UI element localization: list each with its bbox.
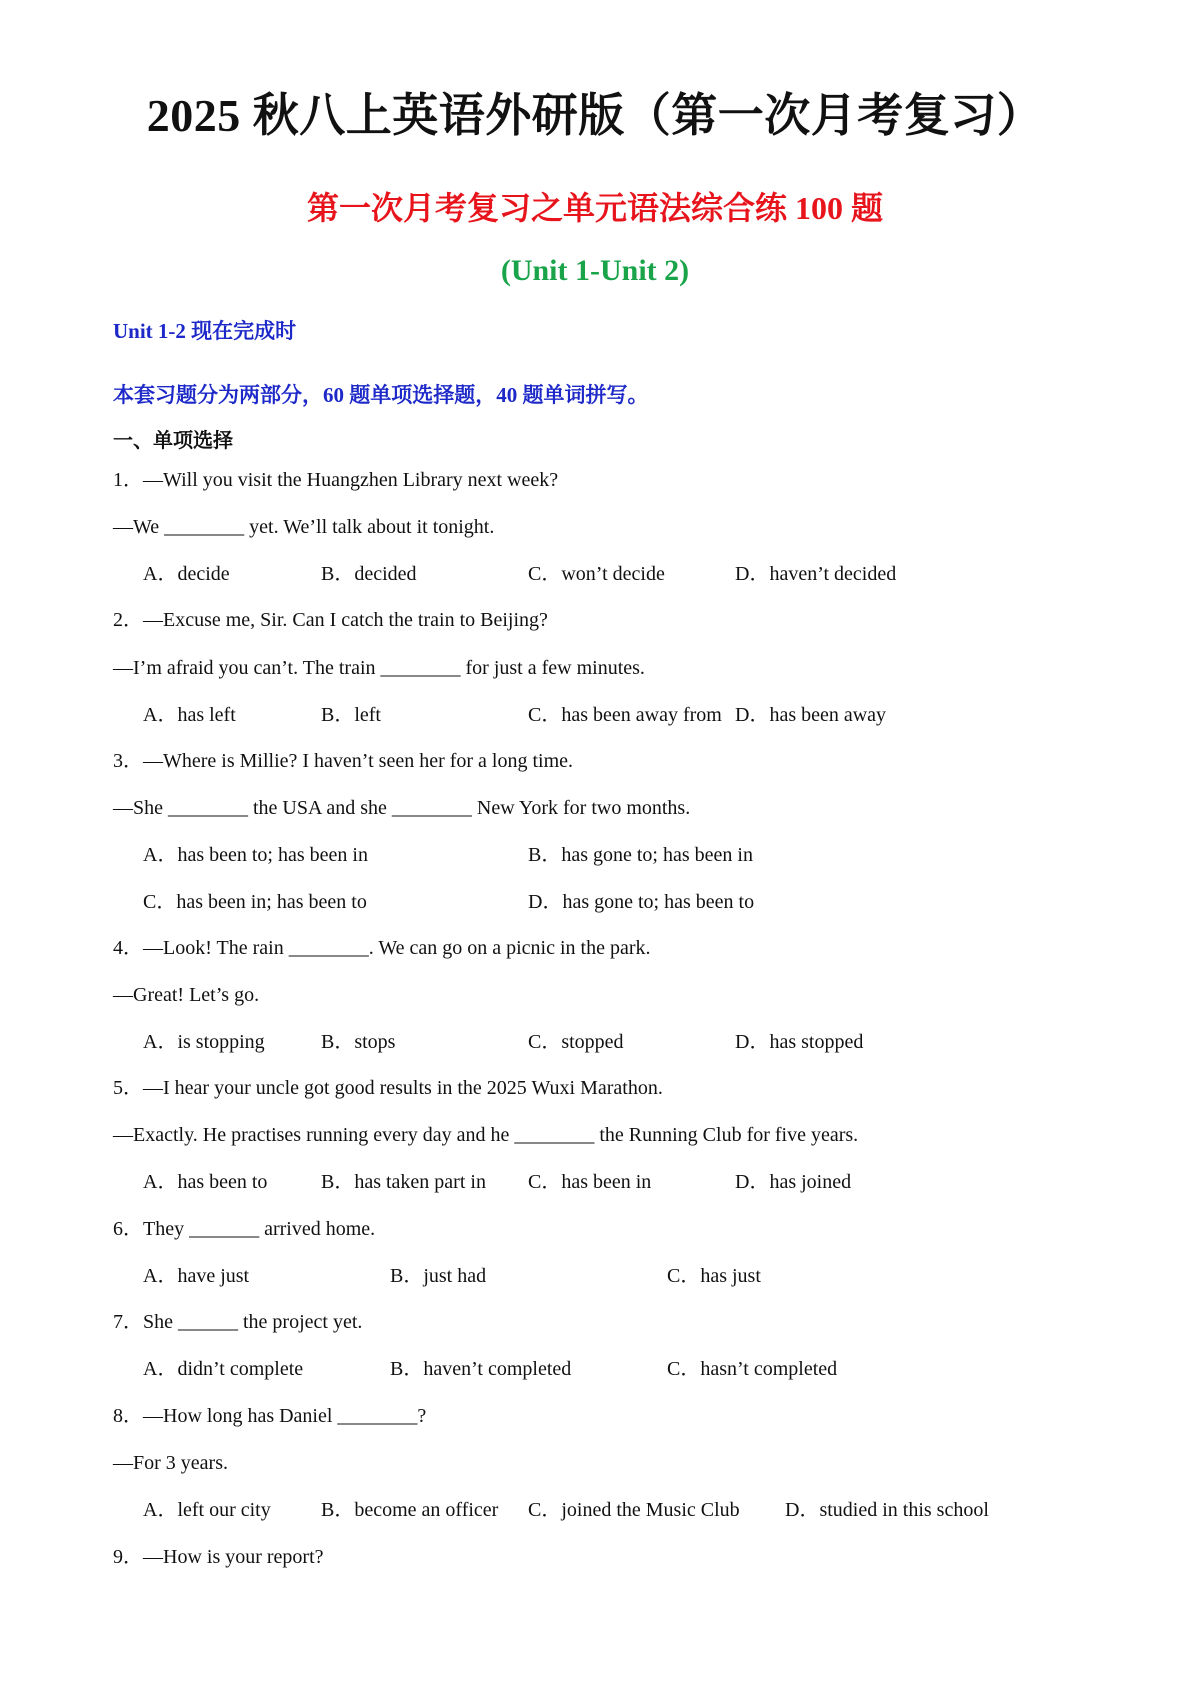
option-d[interactable]: D．studied in this school xyxy=(785,1499,989,1521)
option-c[interactable]: C．stopped xyxy=(528,1031,624,1053)
option-b[interactable]: B．has gone to; has been in xyxy=(528,844,753,866)
question-stem: 7．She ______ the project yet. xyxy=(113,1311,363,1333)
option-a[interactable]: A．didn’t complete xyxy=(143,1358,304,1380)
option-b[interactable]: B．become an officer xyxy=(321,1499,499,1521)
option-d[interactable]: D．has stopped xyxy=(735,1031,864,1053)
question-response: —Great! Let’s go. xyxy=(113,984,260,1006)
option-d[interactable]: D．has been away xyxy=(735,704,887,726)
option-c[interactable]: C．hasn’t completed xyxy=(667,1358,838,1380)
section-intro: 本套习题分为两部分，60 题单项选择题，40 题单词拼写。 xyxy=(113,383,649,407)
question-stem: 1．—Will you visit the Huangzhen Library next week? xyxy=(113,469,559,491)
option-b[interactable]: B．decided xyxy=(321,563,417,585)
option-a[interactable]: A．have just xyxy=(143,1265,250,1287)
unit-range: (Unit 1-Unit 2) xyxy=(500,254,690,287)
question-stem: 3．—Where is Millie? I haven’t seen her for a long time. xyxy=(113,750,574,772)
question-response: —We ________ yet. We’ll talk about it tonight. xyxy=(113,516,495,538)
option-b[interactable]: B．haven’t completed xyxy=(390,1358,572,1380)
option-d[interactable]: D．has gone to; has been to xyxy=(528,891,755,913)
option-a[interactable]: A．has been to xyxy=(143,1171,268,1193)
option-c[interactable]: C．has been in; has been to xyxy=(143,891,367,913)
question-stem: 5．—I hear your uncle got good results in the 2025 Wuxi Marathon. xyxy=(113,1077,663,1099)
option-c[interactable]: C．has just xyxy=(667,1265,761,1287)
question-stem: 2．—Excuse me, Sir. Can I catch the train to Beijing? xyxy=(113,609,548,631)
option-a[interactable]: A．decide xyxy=(143,563,230,585)
section-heading: Unit 1-2 现在完成时 xyxy=(113,319,297,343)
question-response: —I’m afraid you can’t. The train ________ for just a few minutes. xyxy=(113,657,645,679)
option-a[interactable]: A．is stopping xyxy=(143,1031,265,1053)
question-stem: 8．—How long has Daniel ________? xyxy=(113,1405,427,1427)
option-a[interactable]: A．has been to; has been in xyxy=(143,844,368,866)
part-title: 一、单项选择 xyxy=(113,430,233,452)
option-c[interactable]: C．has been away from xyxy=(528,704,722,726)
option-a[interactable]: A．left our city xyxy=(143,1499,271,1521)
question-stem: 4．—Look! The rain ________. We can go on a picnic in the park. xyxy=(113,937,651,959)
option-b[interactable]: B．stops xyxy=(321,1031,396,1053)
question-response: —She ________ the USA and she ________ New York for two months. xyxy=(113,797,691,819)
option-a[interactable]: A．has left xyxy=(143,704,236,726)
question-stem: 6．They _______ arrived home. xyxy=(113,1218,376,1240)
option-c[interactable]: C．has been in xyxy=(528,1171,652,1193)
question-stem: 9．—How is your report? xyxy=(113,1546,324,1568)
option-c[interactable]: C．won’t decide xyxy=(528,563,665,585)
option-c[interactable]: C．joined the Music Club xyxy=(528,1499,740,1521)
option-d[interactable]: D．haven’t decided xyxy=(735,563,897,585)
question-response: —For 3 years. xyxy=(113,1452,228,1474)
option-b[interactable]: B．just had xyxy=(390,1265,487,1287)
page-title: 2025 秋八上英语外研版（第一次月考复习） xyxy=(146,90,1044,141)
option-d[interactable]: D．has joined xyxy=(735,1171,852,1193)
question-response: —Exactly. He practises running every day and he ________ the Running Club for five years. xyxy=(113,1124,859,1146)
page-subtitle: 第一次月考复习之单元语法综合练 100 题 xyxy=(306,190,883,226)
option-b[interactable]: B．has taken part in xyxy=(321,1171,486,1193)
option-b[interactable]: B．left xyxy=(321,704,381,726)
